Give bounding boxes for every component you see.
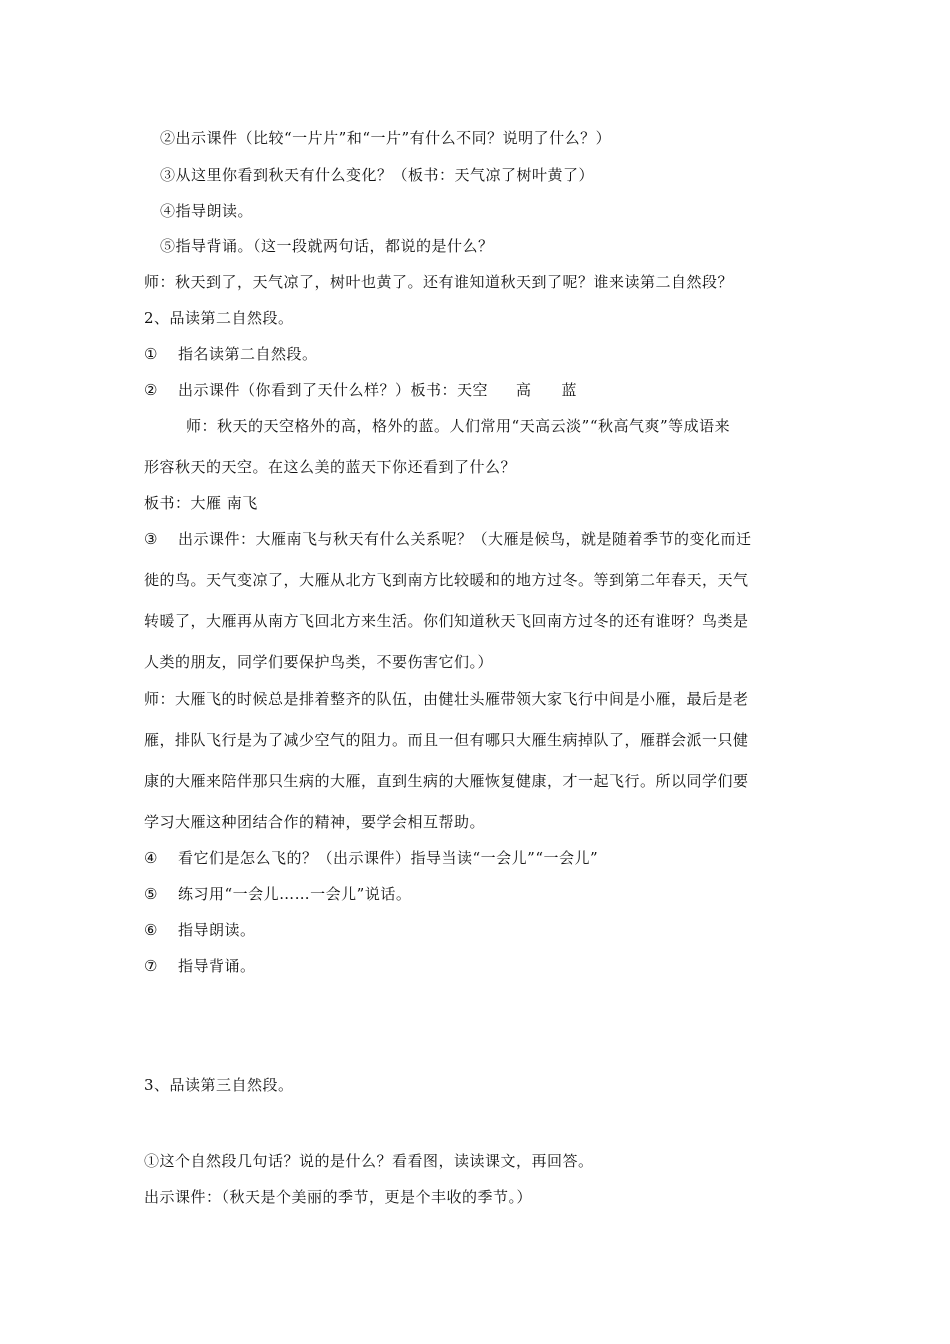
text-line: 形容秋天的天空。在这么美的蓝天下你还看到了什么？	[144, 458, 517, 476]
list-item	[144, 884, 411, 904]
text-line: 出示课件：（秋天是个美丽的季节，更是个丰收的季节。）	[144, 1188, 533, 1206]
list-number: ②	[144, 381, 158, 399]
text-line: 学习大雁这种团结合作的精神，要学会相互帮助。	[144, 813, 486, 831]
section-heading: 2、品读第二自然段。	[144, 309, 294, 327]
text-line: ⑤指导背诵。（这一段就两句话，都说的是什么？	[160, 237, 494, 255]
text-line: ②出示课件（比较“一片片”和“一片”有什么不同？说明了什么？）	[160, 129, 612, 147]
list-text: 练习用“一会儿……一会儿”说话。	[178, 885, 412, 903]
list-item	[144, 380, 577, 400]
list-number: ⑤	[144, 885, 158, 903]
list-text: 指导朗读。	[178, 921, 256, 939]
list-item	[144, 529, 752, 549]
text-line: ③从这里你看到秋天有什么变化？（板书：天气凉了树叶黄了）	[160, 166, 595, 184]
list-number: ①	[144, 345, 158, 363]
list-item	[144, 920, 256, 940]
list-item	[144, 848, 598, 868]
text-line: ④指导朗读。	[160, 202, 254, 220]
list-text: 出示课件（你看到了天什么样？）板书：天空	[178, 381, 489, 399]
text-line: 转暖了，大雁再从南方飞回北方来生活。你们知道秋天飞回南方过冬的还有谁呀？鸟类是	[144, 612, 749, 630]
list-number: ⑥	[144, 921, 158, 939]
text-line: 师：秋天的天空格外的高，格外的蓝。人们常用“天高云淡”“秋高气爽”等成语来	[186, 417, 731, 435]
list-item	[144, 344, 318, 364]
text-line: 康的大雁来陪伴那只生病的大雁，直到生病的大雁恢复健康，才一起飞行。所以同学们要	[144, 772, 749, 790]
board-word-high: 高	[516, 381, 532, 399]
text-line: 板书：大雁 南飞	[144, 494, 258, 512]
list-text: 指导背诵。	[178, 957, 256, 975]
text-line: ①这个自然段几句话？说的是什么？看看图，读读课文，再回答。	[144, 1152, 594, 1170]
section-heading: 3、品读第三自然段。	[144, 1076, 294, 1094]
list-number: ③	[144, 530, 158, 548]
text-line: 师：大雁飞的时候总是排着整齐的队伍，由健壮头雁带领大家飞行中间是小雁，最后是老	[144, 690, 749, 708]
text-line: 人类的朋友，同学们要保护鸟类，不要伤害它们。）	[144, 653, 494, 671]
board-word-blue: 蓝	[561, 381, 578, 399]
text-line: 雁，排队飞行是为了减少空气的阻力。而且一但有哪只大雁生病掉队了，雁群会派一只健	[144, 731, 749, 749]
list-text: 指名读第二自然段。	[178, 345, 318, 363]
list-item	[144, 956, 256, 976]
text-line: 徙的鸟。天气变凉了，大雁从北方飞到南方比较暖和的地方过冬。等到第二年春天，天气	[144, 571, 749, 589]
list-text: 出示课件：大雁南飞与秋天有什么关系呢？（大雁是候鸟，就是随着季节的变化而迁	[178, 530, 752, 548]
text-line: 师：秋天到了，天气凉了，树叶也黄了。还有谁知道秋天到了呢？谁来读第二自然段？	[144, 273, 734, 291]
list-number: ⑦	[144, 957, 158, 975]
list-text: 看它们是怎么飞的？（出示课件）指导当读“一会儿”“一会儿”	[178, 849, 599, 867]
list-number: ④	[144, 849, 158, 867]
